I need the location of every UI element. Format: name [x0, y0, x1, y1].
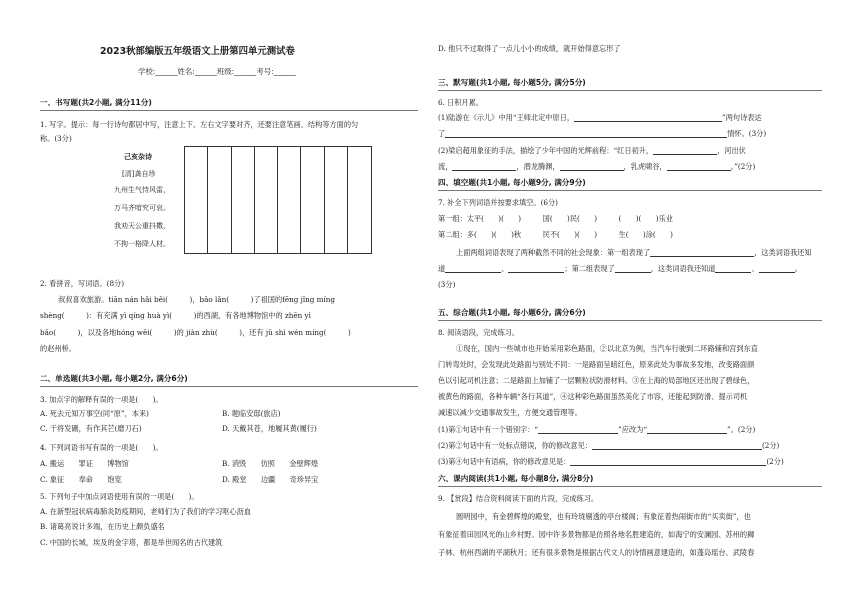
choice-b[interactable]: B. 诸葛亮说计多端，在历史上颇负盛名 — [40, 522, 165, 531]
poem-author: [清]龚自珍 — [122, 170, 156, 178]
answer-blank[interactable] — [570, 458, 766, 466]
answer-blank[interactable] — [653, 147, 717, 155]
poem-line: 九州生气恃风雷， — [114, 186, 170, 194]
question-1-line-1: 1. 写字。提示：每一行诗句都居中写，注意上下、左右文字要对齐，还要注意笔画、结构等方面的匀 — [40, 120, 359, 129]
choice-b[interactable]: B. 题临安邸(旅店) — [222, 409, 281, 418]
choice-c[interactable]: C. 象征 奉命 饱览 — [40, 475, 122, 484]
answer-blank[interactable] — [667, 163, 731, 171]
answer-blank[interactable] — [445, 265, 501, 273]
section-heading-comprehensive: 五、综合题(共1小题, 每小题6分, 满分6分) — [438, 308, 586, 317]
question-text: (2)第②句话中有一处标点错误，你的修改意见： — [438, 441, 592, 450]
answer-blank[interactable] — [574, 114, 722, 122]
question-8-part-1 — [438, 425, 755, 434]
writing-column[interactable] — [325, 147, 348, 253]
question-7-group-1: 第一组：太平( )( ) 国( )民( ) ( )( )乐业 — [438, 214, 673, 223]
question-2-line: bǎo( )，以及各地hóng wěi( )的 jiàn zhù( )，还有 jǔ shì wén míng( ) — [40, 328, 351, 337]
question-text: ”两句诗表达 — [722, 113, 762, 122]
question-text: 上面两组词语表现了两种截然不同的社会现象：第一组表现了 — [456, 248, 651, 257]
section-heading-writing: 一、书写题(共2小题, 满分11分) — [40, 98, 152, 107]
question-6-part-1 — [438, 113, 762, 122]
poem-line: 我劝天公重抖擞， — [114, 222, 170, 230]
answer-blank[interactable] — [615, 265, 651, 273]
question-text: 。”(2分) — [730, 162, 756, 171]
question-text: (1)陆游在《示儿》中用“王师北定中原日， — [438, 113, 575, 122]
question-8-part-3 — [438, 457, 784, 466]
question-text: 了 — [438, 129, 446, 138]
choice-a[interactable]: A. 死去元知万事空(同“原”，本来) — [40, 409, 149, 418]
question-text: (2)梁启超用象征的手法，描绘了少年中国的光辉前程：“红日初升， — [438, 146, 654, 155]
answer-blank[interactable] — [592, 442, 762, 450]
question-text: 情怀。(3分) — [727, 129, 767, 138]
question-6-part-2-cont — [438, 162, 755, 171]
poem-title: 己亥杂诗 — [124, 153, 152, 161]
passage-line: 门转弯处时，会发现此处路面与别处不同：一是路面呈暗红色，原来此处为事故多发地，改变路面颜 — [438, 360, 755, 369]
question-4: 4. 下列词语书写有误的一项是( )。 — [40, 443, 163, 452]
choice-b[interactable]: B. 消毁 仿照 金壁辉煌 — [222, 459, 319, 468]
answer-blank[interactable] — [759, 265, 795, 273]
writing-column[interactable] — [232, 147, 255, 253]
passage-line: 子林、杭州西湖的平湖秋月；还有很多景物是根据古代文人的诗情画意建造的，如蓬岛瑶台、武陵春 — [438, 548, 755, 557]
choice-c[interactable]: C. 中国的长城，埃及的金字塔，都是举世闻名的古代建筑 — [40, 538, 223, 547]
question-8: 8. 阅读语段，完成练习。 — [438, 328, 520, 337]
question-2-line: 叔叔喜欢旅游。tiān nán hǎi běi( )，bǎo lǎn( )了祖国的fēng jǐng míng — [58, 295, 335, 304]
passage-line: 减速以减少交通事故发生，方便交通管理等。 — [438, 408, 582, 417]
passage-line: ①现在，国内一些城市也开始采用彩色路面，②以北京为例，当汽车行驶到二环路辅和宫到东直 — [456, 344, 758, 353]
question-7: 7. 补全下列词语并按要求填空。(6分) — [438, 198, 558, 207]
question-7-score: (3分) — [438, 280, 456, 289]
question-text: ；第二组表现了 — [564, 264, 615, 273]
question-text: 道 — [438, 264, 446, 273]
page-title: 2023秋部编版五年级语文上册第四单元测试卷 — [100, 46, 295, 57]
question-text: ，潜龙腾渊， — [516, 162, 560, 171]
question-6-part-2 — [438, 146, 746, 155]
section-divider — [438, 90, 822, 91]
writing-grid[interactable] — [184, 146, 372, 254]
passage-line: 被黄色的路面，各种车辆“各行其道”，④这种彩色路面虽然美化了市容，还能起到防滑、提示司机 — [438, 392, 748, 401]
question-text: ，乳虎啸谷， — [623, 162, 667, 171]
answer-blank[interactable] — [445, 130, 727, 138]
question-6-part-1-cont — [438, 129, 766, 138]
answer-blank[interactable] — [452, 163, 516, 171]
section-divider — [438, 320, 822, 321]
student-info-line: 学校:______姓名:______班级:______考号:______ — [138, 67, 296, 76]
question-2-line: shèng( )：有充满 yì qíng huà yì( )的西湖，有各地博物馆中的 zhēn yì — [40, 311, 311, 320]
passage-line: 圆明园中，有金碧辉煌的殿堂，也有玲珑剔透的亭台楼阁；有象征着热闹街市的“买卖街”，也 — [456, 512, 751, 521]
question-text: ，这类词语我还知 — [754, 248, 812, 257]
section-heading-fill-in: 四、填空题(共1小题, 每小题9分, 满分9分) — [438, 178, 586, 187]
question-text: (2分) — [761, 441, 780, 450]
writing-column[interactable] — [208, 147, 231, 253]
question-6: 6. 日积月累。 — [438, 98, 484, 107]
question-text: 。 — [794, 264, 802, 273]
question-text: (2分) — [766, 457, 784, 466]
question-text: ”应改为“ — [618, 425, 648, 434]
question-7-para-2 — [438, 264, 802, 273]
question-text: 流， — [438, 162, 453, 171]
answer-blank[interactable] — [538, 426, 618, 434]
question-3: 3. 加点字的解释有误的一项是( )。 — [40, 395, 163, 404]
section-heading-single-choice: 二、单选题(共3小题, 每小题2分, 满分6分) — [40, 374, 188, 383]
question-7-para-1 — [456, 248, 812, 257]
question-5: 5. 下列句子中加点词语使用有误的一项是( )。 — [40, 492, 199, 501]
poem-line: 万马齐喑究可哀。 — [114, 204, 170, 212]
writing-column[interactable] — [185, 147, 208, 253]
choice-a[interactable]: A. 在新型冠状病毒肺炎防疫期间，老师们为了我们的学习呕心沥血 — [40, 507, 252, 516]
answer-blank[interactable] — [715, 265, 751, 273]
writing-column[interactable] — [255, 147, 278, 253]
question-text: (1)第①句话中有一个错别字：“ — [438, 425, 539, 434]
section-divider — [40, 386, 418, 387]
writing-column[interactable] — [301, 147, 324, 253]
section-heading-dictation: 三、默写题(共1小题, 每小题5分, 满分5分) — [438, 78, 586, 87]
question-1-line-2: 称。(3分) — [40, 134, 72, 143]
answer-blank[interactable] — [650, 249, 754, 257]
choice-d[interactable]: D. 殿堂 边疆 奇珍异宝 — [222, 475, 319, 484]
question-text: ，河出伏 — [717, 146, 746, 155]
passage-line: 有象征着田园风光的山乡村野。园中许多景物都是仿照各地名胜建造的，如海宁的安澜园、苏州的狮 — [438, 530, 755, 539]
poem-line: 不拘一格降人材。 — [114, 240, 170, 248]
section-divider — [438, 190, 822, 191]
choice-d[interactable]: D. 天戴其苍，地履其黄(履行) — [222, 424, 317, 433]
question-9: 9. 【赏段】结合资料阅读下面的片段，完成练习。 — [438, 494, 599, 503]
passage-line: 色以引起司机注意；二是路面上加铺了一层颗粒状防滑材料。③在上海的局部地区还出现了碧绿色， — [438, 376, 755, 385]
choice-c[interactable]: C. 干将发硎，有作其芒(磨刀石) — [40, 424, 142, 433]
choice-a[interactable]: A. 搬运 罪证 博物馆 — [40, 459, 129, 468]
answer-blank[interactable] — [508, 265, 564, 273]
question-text: ，这类词语我还知道 — [650, 264, 716, 273]
question-7-group-2: 第二组：多( )( )秋 民不( )( ) 生( )涂( ) — [438, 230, 673, 239]
section-divider — [438, 486, 822, 487]
section-heading-reading: 六、课内阅读(共1小题, 每小题8分, 满分8分) — [438, 474, 594, 483]
question-text: (3)第④句话中有语病，你的修改意见是： — [438, 457, 571, 466]
answer-blank[interactable] — [647, 426, 727, 434]
question-8-part-2 — [438, 441, 779, 450]
answer-blank[interactable] — [560, 163, 624, 171]
question-2-head: 2. 看拼音，写词语。(8分) — [40, 279, 125, 288]
question-text: ”。(2分) — [727, 425, 756, 434]
question-text: 、 — [501, 264, 509, 273]
section-divider — [40, 110, 418, 111]
writing-column[interactable] — [278, 147, 301, 253]
question-2-line: 的赵州桥。 — [40, 344, 76, 353]
choice-d[interactable]: D. 他只不过取得了一点儿小小的成绩，就开始得意忘形了 — [438, 44, 621, 53]
question-text: 、 — [751, 264, 759, 273]
writing-column[interactable] — [348, 147, 371, 253]
